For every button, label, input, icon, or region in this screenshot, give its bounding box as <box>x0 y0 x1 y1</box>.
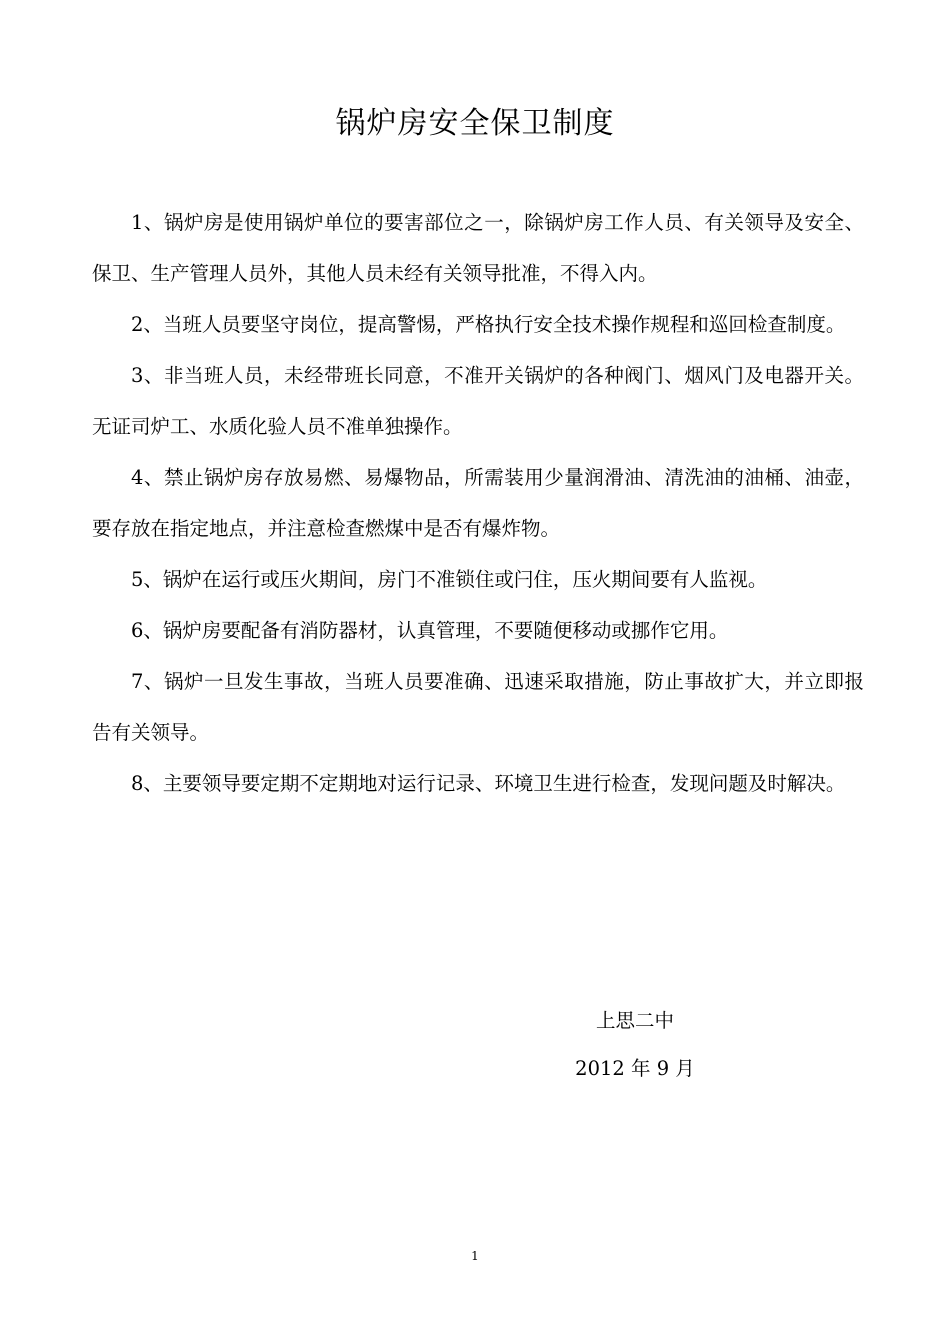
paragraph-8: 8、主要领导要定期不定期地对运行记录、环境卫生进行检查，发现问题及时解决。 <box>131 772 846 795</box>
signature-date: 2012 年 9 月 <box>575 1057 695 1080</box>
signature-organization: 上思二中 <box>595 1009 674 1032</box>
page-number: 1 <box>471 1249 479 1263</box>
paragraph-5: 5、锅炉在运行或压火期间，房门不准锁住或闩住，压火期间要有人监视。 <box>131 568 768 591</box>
paragraph-4: 4、禁止锅炉房存放易燃、易爆物品，所需装用少量润滑油、清洗油的油桶、油壶，要存放在指定地点，并注意检查燃煤中是否有爆炸物。 <box>92 466 864 540</box>
paragraph-7: 7、锅炉一旦发生事故，当班人员要准确、迅速采取措施，防止事故扩大，并立即报告有关领导。 <box>92 670 864 744</box>
paragraph-3: 3、非当班人员，未经带班长同意，不准开关锅炉的各种阀门、烟风门及电器开关。无证司炉工、水质化验人员不准单独操作。 <box>92 364 864 438</box>
document-body <box>92 197 864 809</box>
paragraph-6: 6、锅炉房要配备有消防器材，认真管理，不要随便移动或挪作它用。 <box>131 619 729 642</box>
paragraph-2: 2、当班人员要坚守岗位，提高警惕，严格执行安全技术操作规程和巡回检查制度。 <box>131 313 846 336</box>
paragraph-1: 1、锅炉房是使用锅炉单位的要害部位之一，除锅炉房工作人员、有关领导及安全、保卫、生产管理人员外，其他人员未经有关领导批准，不得入内。 <box>92 211 864 285</box>
document-title: 锅炉房安全保卫制度 <box>335 106 615 141</box>
